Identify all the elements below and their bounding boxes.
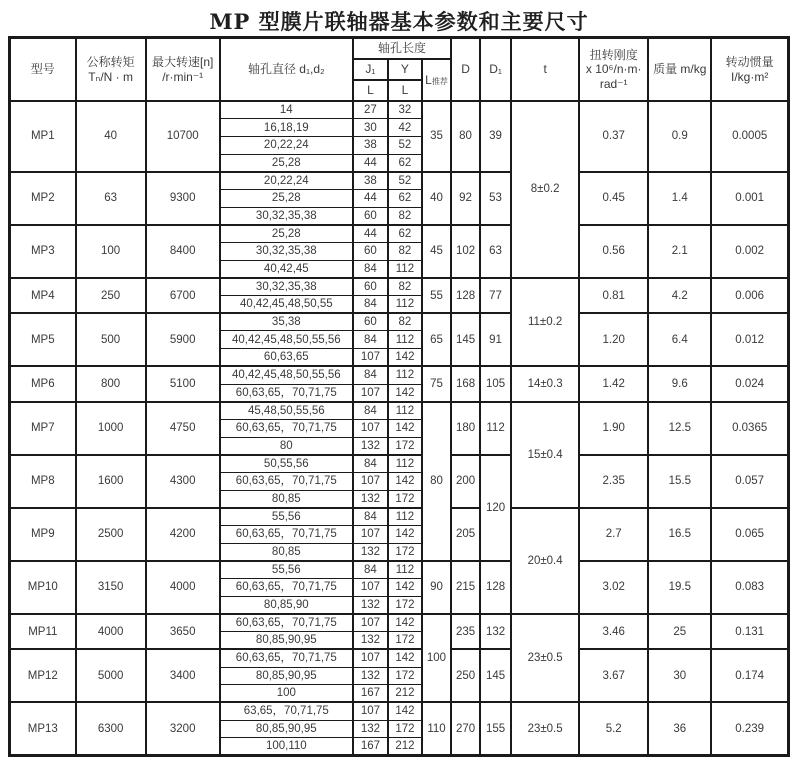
cell-y-length: 142 xyxy=(388,649,422,667)
cell-l-recommended: 100 xyxy=(422,614,451,702)
cell-bore-diameter: 100 xyxy=(220,685,353,703)
cell-d: 205 xyxy=(451,508,480,561)
cell-j1-length: 84 xyxy=(353,366,388,384)
col-header-t: t xyxy=(511,38,579,102)
cell-inertia: 0.0365 xyxy=(711,402,788,455)
cell-stiffness: 0.37 xyxy=(579,101,648,172)
cell-inertia: 0.065 xyxy=(711,508,788,561)
header-row-1 xyxy=(10,38,789,60)
table-body xyxy=(10,101,789,755)
cell-y-length: 32 xyxy=(388,101,422,119)
table-row xyxy=(10,225,789,243)
cell-model: MP13 xyxy=(10,702,76,755)
cell-y-length: 112 xyxy=(388,455,422,473)
col-header-mass: 质量 m/kg xyxy=(648,38,711,102)
cell-d1: 112 xyxy=(480,402,511,455)
cell-bore-diameter: 14 xyxy=(220,101,353,119)
cell-j1-length: 107 xyxy=(353,702,388,720)
cell-bore-diameter: 35,38 xyxy=(220,313,353,331)
table-row xyxy=(10,508,789,526)
cell-speed: 3650 xyxy=(146,614,220,649)
cell-y-length: 112 xyxy=(388,508,422,526)
cell-d: 180 xyxy=(451,402,480,455)
cell-torque: 800 xyxy=(76,366,146,401)
cell-bore-diameter: 60,63,65，70,71,75 xyxy=(220,649,353,667)
cell-bore-diameter: 100,110 xyxy=(220,738,353,756)
cell-j1-length: 44 xyxy=(353,154,388,172)
cell-d: 92 xyxy=(451,172,480,225)
cell-inertia: 0.239 xyxy=(711,702,788,755)
col-header-speed-line2: /r·min⁻¹ xyxy=(162,69,204,84)
cell-l-recommended: 35 xyxy=(422,101,451,172)
cell-d: 128 xyxy=(451,278,480,313)
cell-d1: 132 xyxy=(480,614,511,649)
l-recommended-main: L xyxy=(425,72,432,87)
table-row xyxy=(10,313,789,331)
cell-j1-length: 84 xyxy=(353,296,388,314)
cell-mass: 25 xyxy=(648,614,711,649)
cell-bore-diameter: 80,85,90,95 xyxy=(220,720,353,738)
cell-j1-length: 84 xyxy=(353,508,388,526)
cell-j1-length: 132 xyxy=(353,596,388,614)
cell-stiffness: 1.90 xyxy=(579,402,648,455)
cell-l-recommended: 110 xyxy=(422,702,451,755)
cell-bore-diameter: 80 xyxy=(220,437,353,455)
col-header-torque-line1: 公称转矩 xyxy=(86,54,135,69)
cell-j1-length: 132 xyxy=(353,667,388,685)
table-row xyxy=(10,278,789,296)
cell-speed: 4300 xyxy=(146,455,220,508)
cell-y-length: 112 xyxy=(388,331,422,349)
cell-y-length: 142 xyxy=(388,702,422,720)
cell-speed: 9300 xyxy=(146,172,220,225)
cell-j1-length: 107 xyxy=(353,384,388,402)
cell-bore-diameter: 60,63,65 xyxy=(220,349,353,367)
cell-mass: 15.5 xyxy=(648,455,711,508)
cell-t: 23±0.5 xyxy=(511,614,579,702)
cell-y-length: 112 xyxy=(388,260,422,278)
cell-d1: 120 xyxy=(480,455,511,561)
cell-model: MP4 xyxy=(10,278,76,313)
cell-stiffness: 0.45 xyxy=(579,172,648,225)
cell-y-length: 82 xyxy=(388,313,422,331)
cell-torque: 6300 xyxy=(76,702,146,755)
table-row xyxy=(10,702,789,720)
page-title: MP 型膜片联轴器基本参数和主要尺寸 xyxy=(209,9,589,34)
cell-model: MP11 xyxy=(10,614,76,649)
cell-d: 102 xyxy=(451,225,480,278)
cell-j1-length: 167 xyxy=(353,685,388,703)
col-header-d: D xyxy=(451,38,480,102)
cell-mass: 0.9 xyxy=(648,101,711,172)
cell-j1-length: 107 xyxy=(353,472,388,490)
cell-j1-length: 60 xyxy=(353,207,388,225)
cell-inertia: 0.006 xyxy=(711,278,788,313)
cell-bore-diameter: 80,85,90,95 xyxy=(220,632,353,650)
cell-mass: 16.5 xyxy=(648,508,711,561)
cell-j1-length: 84 xyxy=(353,455,388,473)
cell-bore-diameter: 25,28 xyxy=(220,225,353,243)
cell-y-length: 142 xyxy=(388,419,422,437)
cell-bore-diameter: 60,63,65，70,71,75 xyxy=(220,419,353,437)
col-header-inertia-line2: I/kg·m² xyxy=(730,69,769,84)
cell-model: MP7 xyxy=(10,402,76,455)
cell-y-length: 212 xyxy=(388,685,422,703)
cell-j1-length: 132 xyxy=(353,632,388,650)
cell-speed: 4200 xyxy=(146,508,220,561)
cell-y-length: 62 xyxy=(388,225,422,243)
cell-j1-length: 44 xyxy=(353,225,388,243)
cell-bore-diameter: 60,63,65，70,71,75 xyxy=(220,614,353,632)
cell-model: MP1 xyxy=(10,101,76,172)
cell-bore-diameter: 30,32,35,38 xyxy=(220,207,353,225)
cell-bore-diameter: 50,55,56 xyxy=(220,455,353,473)
cell-y-length: 142 xyxy=(388,349,422,367)
cell-j1-length: 107 xyxy=(353,526,388,544)
cell-j1-length: 38 xyxy=(353,136,388,154)
cell-bore-diameter: 80,85 xyxy=(220,490,353,508)
cell-y-length: 52 xyxy=(388,136,422,154)
table-row xyxy=(10,561,789,579)
col-header-stiffness-line3: rad⁻¹ xyxy=(599,76,628,91)
col-header-stiffness xyxy=(579,38,648,102)
cell-j1-length: 167 xyxy=(353,738,388,756)
cell-j1-length: 60 xyxy=(353,243,388,261)
cell-inertia: 0.057 xyxy=(711,455,788,508)
cell-stiffness: 0.56 xyxy=(579,225,648,278)
cell-l-recommended: 45 xyxy=(422,225,451,278)
spec-table xyxy=(8,36,790,757)
cell-model: MP10 xyxy=(10,561,76,614)
cell-bore-diameter: 40,42,45,48,50,55,56 xyxy=(220,331,353,349)
cell-bore-diameter: 60,63,65，70,71,75 xyxy=(220,384,353,402)
cell-torque: 100 xyxy=(76,225,146,278)
cell-y-length: 172 xyxy=(388,720,422,738)
cell-stiffness: 1.20 xyxy=(579,313,648,366)
cell-l-recommended: 90 xyxy=(422,561,451,614)
cell-j1-length: 27 xyxy=(353,101,388,119)
table-header xyxy=(10,38,789,102)
cell-j1-length: 44 xyxy=(353,189,388,207)
cell-mass: 2.1 xyxy=(648,225,711,278)
cell-model: MP2 xyxy=(10,172,76,225)
cell-speed: 3200 xyxy=(146,702,220,755)
cell-mass: 6.4 xyxy=(648,313,711,366)
cell-y-length: 142 xyxy=(388,472,422,490)
col-header-speed xyxy=(146,38,220,102)
cell-j1-length: 84 xyxy=(353,561,388,579)
cell-speed: 3400 xyxy=(146,649,220,702)
cell-stiffness: 3.46 xyxy=(579,614,648,649)
cell-d: 250 xyxy=(451,649,480,702)
cell-bore-diameter: 40,42,45 xyxy=(220,260,353,278)
cell-model: MP5 xyxy=(10,313,76,366)
cell-y-length: 142 xyxy=(388,526,422,544)
cell-j1-length: 132 xyxy=(353,490,388,508)
cell-bore-diameter: 40,42,45,48,50,55,56 xyxy=(220,366,353,384)
cell-stiffness: 0.81 xyxy=(579,278,648,313)
cell-model: MP3 xyxy=(10,225,76,278)
cell-speed: 4000 xyxy=(146,561,220,614)
col-header-l-recommended xyxy=(422,59,451,101)
cell-model: MP8 xyxy=(10,455,76,508)
cell-d: 80 xyxy=(451,101,480,172)
cell-t: 15±0.4 xyxy=(511,402,579,508)
cell-torque: 63 xyxy=(76,172,146,225)
cell-y-length: 142 xyxy=(388,614,422,632)
cell-y-length: 82 xyxy=(388,278,422,296)
cell-y-length: 172 xyxy=(388,632,422,650)
cell-torque: 2500 xyxy=(76,508,146,561)
table-row xyxy=(10,172,789,190)
cell-t: 11±0.2 xyxy=(511,278,579,366)
cell-j1-length: 38 xyxy=(353,172,388,190)
cell-j1-length: 60 xyxy=(353,313,388,331)
cell-d: 235 xyxy=(451,614,480,649)
cell-speed: 10700 xyxy=(146,101,220,172)
cell-y-length: 42 xyxy=(388,119,422,137)
cell-stiffness: 3.67 xyxy=(579,649,648,702)
cell-bore-diameter: 80,85,90,95 xyxy=(220,667,353,685)
cell-torque: 40 xyxy=(76,101,146,172)
cell-stiffness: 1.42 xyxy=(579,366,648,401)
table-row xyxy=(10,366,789,384)
cell-y-length: 52 xyxy=(388,172,422,190)
cell-y-length: 172 xyxy=(388,596,422,614)
col-header-torque xyxy=(76,38,146,102)
cell-l-recommended: 75 xyxy=(422,366,451,401)
cell-bore-diameter: 63,65，70,71,75 xyxy=(220,702,353,720)
cell-y-length: 112 xyxy=(388,296,422,314)
cell-torque: 1000 xyxy=(76,402,146,455)
cell-y-length: 112 xyxy=(388,366,422,384)
cell-d1: 63 xyxy=(480,225,511,278)
cell-j1-length: 84 xyxy=(353,402,388,420)
table-row xyxy=(10,649,789,667)
cell-y-length: 62 xyxy=(388,189,422,207)
cell-mass: 30 xyxy=(648,649,711,702)
cell-inertia: 0.002 xyxy=(711,225,788,278)
cell-inertia: 0.012 xyxy=(711,313,788,366)
col-header-torque-line2: Tₙ/N · m xyxy=(88,69,133,84)
table-row xyxy=(10,614,789,632)
col-header-model: 型号 xyxy=(10,38,76,102)
cell-d: 200 xyxy=(451,455,480,508)
cell-d1: 77 xyxy=(480,278,511,313)
col-header-j1-l: L xyxy=(353,80,388,101)
col-header-y: Y xyxy=(388,59,422,80)
cell-mass: 12.5 xyxy=(648,402,711,455)
cell-torque: 3150 xyxy=(76,561,146,614)
cell-inertia: 0.024 xyxy=(711,366,788,401)
cell-d1: 105 xyxy=(480,366,511,401)
col-header-stiffness-line2: x 10⁶/n·m· xyxy=(585,62,642,77)
col-header-bore-length: 轴孔长度 xyxy=(353,38,451,60)
cell-bore-diameter: 60,63,65，70,71,75 xyxy=(220,472,353,490)
cell-stiffness: 3.02 xyxy=(579,561,648,614)
cell-stiffness: 2.7 xyxy=(579,508,648,561)
cell-l-recommended: 80 xyxy=(422,402,451,561)
cell-y-length: 172 xyxy=(388,437,422,455)
cell-stiffness: 5.2 xyxy=(579,702,648,755)
cell-t: 20±0.4 xyxy=(511,508,579,614)
cell-bore-diameter: 60,63,65，70,71,75 xyxy=(220,526,353,544)
col-header-j1: J₁ xyxy=(353,59,388,80)
col-header-stiffness-line1: 扭转刚度 xyxy=(589,47,638,62)
cell-torque: 500 xyxy=(76,313,146,366)
col-header-d1: D₁ xyxy=(480,38,511,102)
cell-j1-length: 107 xyxy=(353,614,388,632)
cell-bore-diameter: 80,85 xyxy=(220,543,353,561)
cell-inertia: 0.131 xyxy=(711,614,788,649)
cell-model: MP9 xyxy=(10,508,76,561)
cell-y-length: 172 xyxy=(388,667,422,685)
table-row xyxy=(10,402,789,420)
cell-speed: 5100 xyxy=(146,366,220,401)
cell-bore-diameter: 16,18,19 xyxy=(220,119,353,137)
cell-y-length: 82 xyxy=(388,207,422,225)
cell-bore-diameter: 30,32,35,38 xyxy=(220,278,353,296)
col-header-bore-diameter: 轴孔直径 d₁,d₂ xyxy=(220,38,353,102)
cell-mass: 4.2 xyxy=(648,278,711,313)
cell-j1-length: 84 xyxy=(353,331,388,349)
table-row xyxy=(10,101,789,119)
cell-bore-diameter: 60,63,65，70,71,75 xyxy=(220,579,353,597)
cell-y-length: 112 xyxy=(388,561,422,579)
cell-d: 168 xyxy=(451,366,480,401)
cell-mass: 19.5 xyxy=(648,561,711,614)
cell-y-length: 82 xyxy=(388,243,422,261)
cell-bore-diameter: 45,48,50,55,56 xyxy=(220,402,353,420)
cell-stiffness: 2.35 xyxy=(579,455,648,508)
cell-d1: 53 xyxy=(480,172,511,225)
cell-j1-length: 30 xyxy=(353,119,388,137)
cell-d1: 128 xyxy=(480,561,511,614)
cell-bore-diameter: 25,28 xyxy=(220,154,353,172)
cell-t: 23±0.5 xyxy=(511,702,579,755)
cell-l-recommended: 55 xyxy=(422,278,451,313)
cell-bore-diameter: 55,56 xyxy=(220,561,353,579)
cell-j1-length: 107 xyxy=(353,579,388,597)
cell-y-length: 112 xyxy=(388,402,422,420)
cell-t: 8±0.2 xyxy=(511,101,579,278)
cell-bore-diameter: 55,56 xyxy=(220,508,353,526)
cell-bore-diameter: 30,32,35,38 xyxy=(220,243,353,261)
cell-j1-length: 84 xyxy=(353,260,388,278)
cell-j1-length: 132 xyxy=(353,720,388,738)
cell-y-length: 62 xyxy=(388,154,422,172)
cell-j1-length: 107 xyxy=(353,649,388,667)
l-recommended-sub: 推荐 xyxy=(431,76,448,86)
cell-y-length: 172 xyxy=(388,543,422,561)
cell-speed: 8400 xyxy=(146,225,220,278)
cell-torque: 250 xyxy=(76,278,146,313)
cell-l-recommended: 65 xyxy=(422,313,451,366)
cell-bore-diameter: 25,28 xyxy=(220,189,353,207)
cell-torque: 4000 xyxy=(76,614,146,649)
cell-mass: 1.4 xyxy=(648,172,711,225)
cell-mass: 36 xyxy=(648,702,711,755)
cell-model: MP6 xyxy=(10,366,76,401)
cell-y-length: 142 xyxy=(388,579,422,597)
cell-inertia: 0.001 xyxy=(711,172,788,225)
cell-speed: 6700 xyxy=(146,278,220,313)
cell-inertia: 0.174 xyxy=(711,649,788,702)
cell-bore-diameter: 20,22,24 xyxy=(220,136,353,154)
cell-y-length: 212 xyxy=(388,738,422,756)
cell-l-recommended: 40 xyxy=(422,172,451,225)
cell-speed: 4750 xyxy=(146,402,220,455)
cell-torque: 1600 xyxy=(76,455,146,508)
cell-d: 145 xyxy=(451,313,480,366)
cell-j1-length: 60 xyxy=(353,278,388,296)
col-header-speed-line1: 最大转速[n] xyxy=(152,54,214,69)
cell-y-length: 142 xyxy=(388,384,422,402)
cell-d1: 155 xyxy=(480,702,511,755)
cell-d1: 145 xyxy=(480,649,511,702)
cell-y-length: 172 xyxy=(388,490,422,508)
cell-inertia: 0.083 xyxy=(711,561,788,614)
cell-d1: 39 xyxy=(480,101,511,172)
cell-bore-diameter: 80,85,90 xyxy=(220,596,353,614)
col-header-inertia xyxy=(711,38,788,102)
cell-d: 270 xyxy=(451,702,480,755)
cell-j1-length: 132 xyxy=(353,543,388,561)
cell-inertia: 0.0005 xyxy=(711,101,788,172)
cell-d: 215 xyxy=(451,561,480,614)
col-header-inertia-line1: 转动惯量 xyxy=(725,54,774,69)
cell-j1-length: 132 xyxy=(353,437,388,455)
cell-t: 14±0.3 xyxy=(511,366,579,401)
cell-bore-diameter: 40,42,45,48,50,55 xyxy=(220,296,353,314)
col-header-y-l: L xyxy=(388,80,422,101)
cell-d1: 91 xyxy=(480,313,511,366)
cell-speed: 5900 xyxy=(146,313,220,366)
cell-bore-diameter: 20,22,24 xyxy=(220,172,353,190)
table-row xyxy=(10,455,789,473)
cell-torque: 5000 xyxy=(76,649,146,702)
cell-j1-length: 107 xyxy=(353,419,388,437)
cell-mass: 9.6 xyxy=(648,366,711,401)
cell-model: MP12 xyxy=(10,649,76,702)
cell-j1-length: 107 xyxy=(353,349,388,367)
